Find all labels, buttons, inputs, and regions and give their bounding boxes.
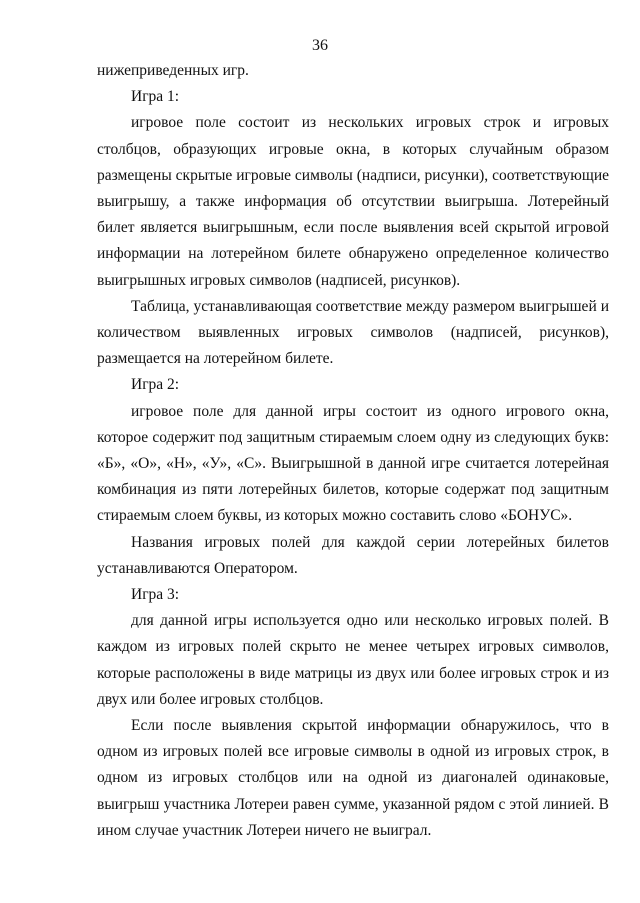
game-3-description: для данной игры используется одно или несколько игровых полей. В каждом из игровых полей скрыто не менее четырех игровых символов, которые расположены в виде матрицы из двух или более игровых строк и из двух или более игровых столбцов. xyxy=(97,612,609,708)
game-1-description: игровое поле состоит из нескольких игровых строк и игровых столбцов, образующих игровые окна, в которых случайным образом размещены скрытые игровые символы (надписи, рисунки), соответствующие выигрышу, а также информация об отсутствии выигрыша. Лотерейный билет является выигрышным, если после выявления всей скрытой игровой информации на лотерейном билете обнаружено определенное количество выигрышных игровых символов (надписей, рисунков). xyxy=(97,114,609,289)
game-1-heading: Игра 1: xyxy=(131,88,180,106)
field-names-paragraph: Названия игровых полей для каждой серии лотерейных билетов устанавливаются Оператором. xyxy=(97,533,609,577)
paragraph-continuation: нижеприведенных игр. xyxy=(97,62,249,79)
game-3-heading: Игра 3: xyxy=(131,586,180,604)
game-2-heading: Игра 2: xyxy=(131,376,180,394)
game-3-winning-rule: Если после выявления скрытой информации обнаружилось, что в одном из игровых полей все игровые символы в одной из игровых строк, в одном из игровых столбцов или на одной из диагоналей одинаковые, выигрыш участника Лотереи равен сумме, указанной рядом с этой линией. В ином случае участник Лотереи ничего не выиграл. xyxy=(97,717,609,839)
page-number: 36 xyxy=(312,37,328,54)
document-body xyxy=(97,58,609,844)
winnings-table-paragraph: Таблица, устанавливающая соответствие между размером выигрышей и количеством выявленных игровых символов (надписей, рисунков), размещается на лотерейном билете. xyxy=(97,297,609,368)
game-2-description: игровое поле для данной игры состоит из одного игрового окна, которое содержит под защитным стираемым слоем одну из следующих букв: «Б», «О», «Н», «У», «С». Выигрышной в данной игре считается лотерейная комбинация из пяти лотерейных билетов, которые содержат под защитным стираемым слоем буквы, из которых можно составить слово «БОНУС». xyxy=(97,402,609,525)
